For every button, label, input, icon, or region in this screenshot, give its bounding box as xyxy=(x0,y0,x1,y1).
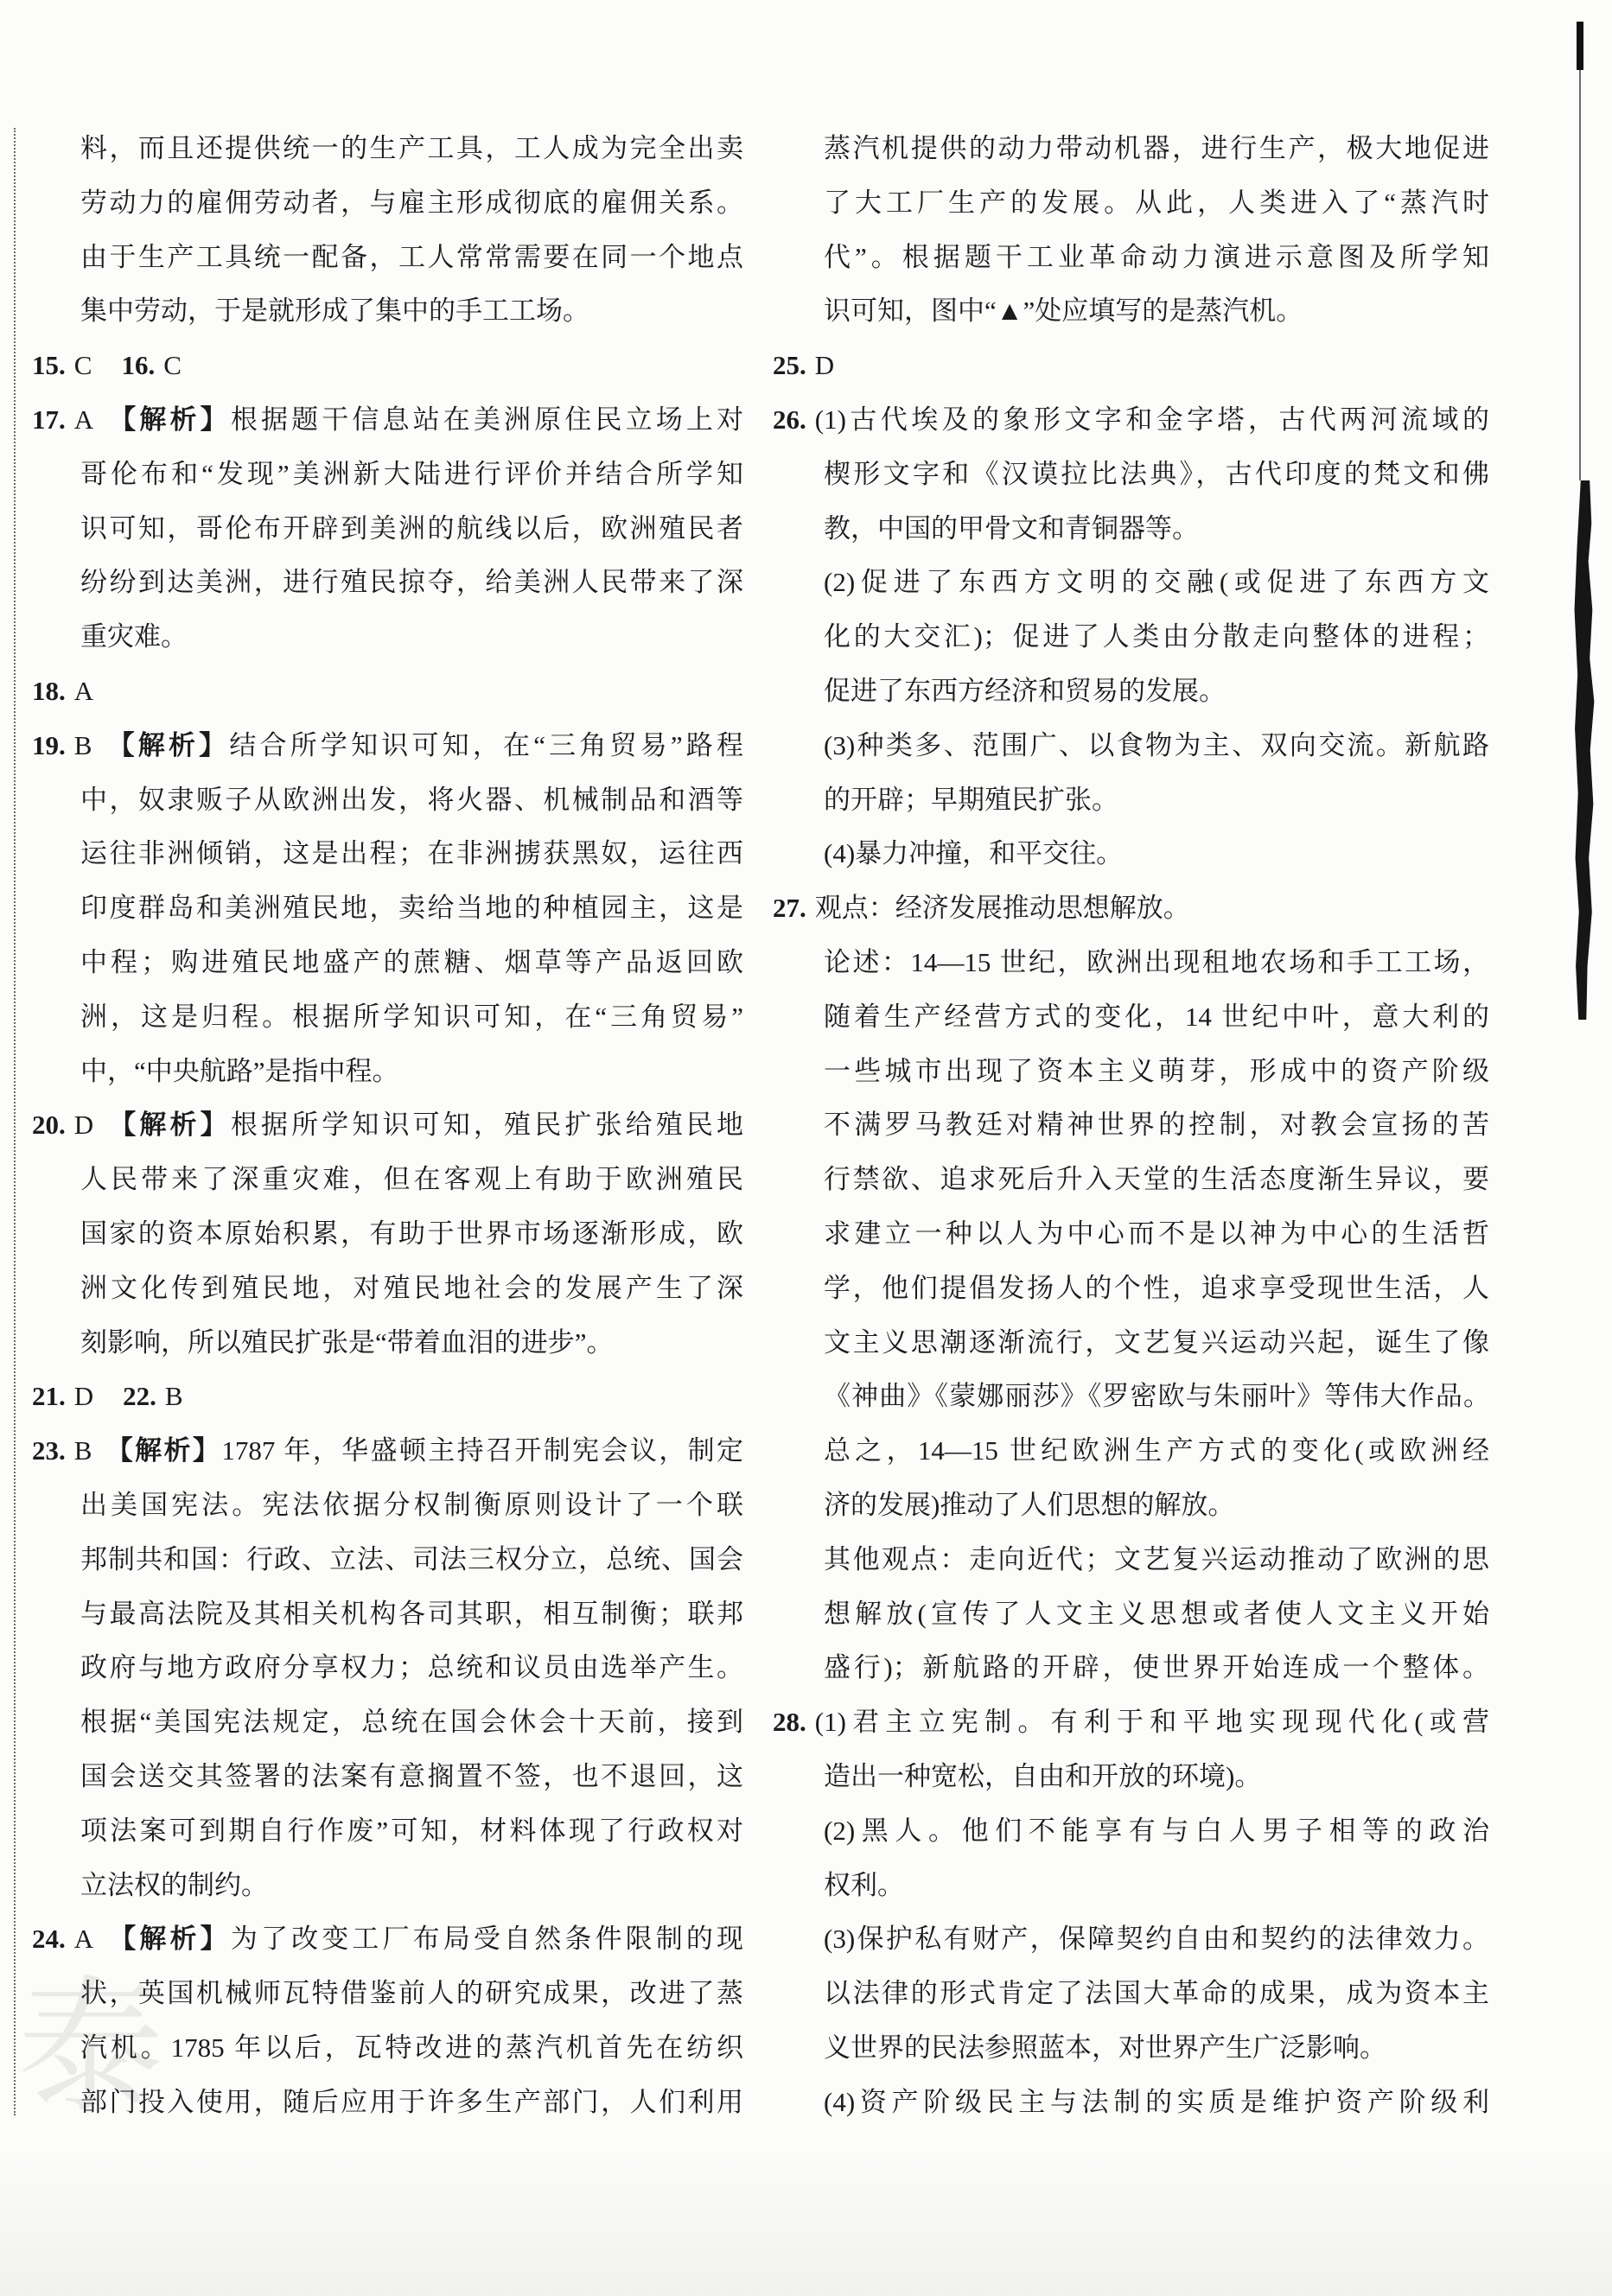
answer-text: (1)君主立宪制。有利于和平地实现现代化(或营 xyxy=(814,1707,1489,1738)
text-line: 想解放(宣传了人文主义思想或者使人文主义开始 xyxy=(824,1598,1489,1629)
analysis-text: 根据题干信息站在美洲原住民立场上对 xyxy=(230,404,744,435)
text-line: 求建立一种以人为中心而不是以神为中心的生活哲 xyxy=(824,1218,1489,1249)
text-line: 部门投入使用，随后应用于许多生产部门，人们利用 xyxy=(80,2086,743,2117)
text-line: 随着生产经营方式的变化，14 世纪中叶，意大利的 xyxy=(824,1001,1489,1032)
answer-text: (1)古代埃及的象形文字和金字塔，古代两河流域的 xyxy=(814,404,1489,435)
text-line: 中，奴隶贩子从欧洲出发，将火器、机械制品和酒等 xyxy=(80,784,743,815)
text-line: (2)黑人。他们不能享有与白人男子相等的政治 xyxy=(824,1815,1489,1846)
analysis-text: 结合所学知识可知，在“三角贸易”路程 xyxy=(229,729,743,760)
text-line: 化的大交汇)；促进了人类由分散走向整体的进程； xyxy=(824,621,1489,652)
text-line: 中，“中央航路”是指中程。 xyxy=(80,1055,399,1086)
question-number: 15. xyxy=(32,350,66,381)
text-line: 状，英国机械师瓦特借鉴前人的研究成果，改进了蒸 xyxy=(80,1978,743,2009)
answer-row xyxy=(773,339,1489,393)
answer-text: 观点：经济发展推动思想解放。 xyxy=(814,893,1190,924)
question-item xyxy=(773,393,1489,448)
text-line: 其他观点：走向近代；文艺复兴运动推动了欧洲的思 xyxy=(824,1543,1489,1574)
question-number: 22. xyxy=(123,1381,156,1412)
text-line: 识可知，哥伦布开辟到美洲的航线以后，欧洲殖民者 xyxy=(80,512,743,544)
analysis-text: 根据所学知识可知，殖民扩张给殖民地 xyxy=(230,1110,744,1141)
text-line: 不满罗马教廷对精神世界的控制，对教会宣扬的苦 xyxy=(824,1110,1489,1141)
answer-choice: B xyxy=(164,1381,183,1412)
answer-choice: D xyxy=(73,1110,94,1141)
text-line: 与最高法院及其相关机构各司其职，相互制衡；联邦 xyxy=(80,1598,743,1629)
answer-row xyxy=(32,665,743,719)
question-number: 21. xyxy=(32,1381,66,1412)
analysis-label: 【解析】 xyxy=(104,729,230,760)
text-line: 文主义思潮逐渐流行，文艺复兴运动兴起，诞生了像 xyxy=(824,1326,1489,1358)
text-line: 的开辟；早期殖民扩张。 xyxy=(824,784,1118,815)
text-line: 邦制共和国：行政、立法、司法三权分立，总统、国会 xyxy=(80,1543,743,1574)
text-line: 根据“美国宪法规定，总统在国会休会十天前，接到 xyxy=(80,1707,743,1738)
analysis-text: 为了改变工厂布局受自然条件限制的现 xyxy=(230,1924,744,1955)
question-number: 27. xyxy=(773,893,806,924)
question-number: 23. xyxy=(32,1435,66,1466)
question-item xyxy=(32,719,743,773)
text-line: (2)促进了东西方文明的交融(或促进了东西方文 xyxy=(824,567,1489,598)
text-line: 国家的资本原始积累，有助于世界市场逐渐形成，欧 xyxy=(80,1218,743,1249)
text-line: 人民带来了深重灾难，但在客观上有助于欧洲殖民 xyxy=(80,1164,743,1195)
question-number: 20. xyxy=(32,1110,66,1141)
answer-choice: D xyxy=(73,1381,94,1412)
question-number: 19. xyxy=(32,729,66,760)
text-line: 一些城市出现了资本主义萌芽，形成中的资产阶级 xyxy=(824,1055,1489,1086)
question-item xyxy=(32,393,743,448)
text-line: 运往非洲倾销，这是出程；在非洲掳获黑奴，运往西 xyxy=(80,838,743,869)
text-line: 刻影响，所以殖民扩张是“带着血泪的进步”。 xyxy=(80,1326,614,1358)
answer-row xyxy=(32,1370,743,1424)
text-line: 了大工厂生产的发展。从此，人类进入了“蒸汽时 xyxy=(824,187,1489,218)
answer-choice: B xyxy=(73,1435,92,1466)
text-line: 哥伦布和“发现”美洲新大陆进行评价并结合所学知 xyxy=(80,458,743,489)
text-line: 蒸汽机提供的动力带动机器，进行生产，极大地促进 xyxy=(824,133,1489,163)
text-line: 促进了东西方经济和贸易的发展。 xyxy=(824,675,1226,706)
text-line: 代”。根据题干工业革命动力演进示意图及所学知 xyxy=(824,241,1489,272)
left-column xyxy=(32,122,743,2129)
text-line: 教，中国的甲骨文和青铜器等。 xyxy=(824,512,1199,544)
scan-edge-line xyxy=(1579,70,1581,480)
text-line: 由于生产工具统一配备，工人常常需要在同一个地点 xyxy=(80,241,743,272)
text-line: 料，而且还提供统一的生产工具，工人成为完全出卖 xyxy=(80,133,743,163)
page-bottom-shade xyxy=(0,2143,1612,2296)
text-line: 洲文化传到殖民地，对殖民地社会的发展产生了深 xyxy=(80,1272,743,1303)
answer-choice: A xyxy=(73,1924,94,1955)
binding-dotted-line xyxy=(14,128,16,2115)
answer-choice: A xyxy=(73,404,94,435)
text-line: 楔形文字和《汉谟拉比法典》，古代印度的梵文和佛 xyxy=(824,458,1489,489)
text-line: (4)暴力冲撞，和平交往。 xyxy=(824,838,1124,869)
scan-edge-shadow xyxy=(1574,480,1596,1020)
text-line: 论述：14—15 世纪，欧洲出现租地农场和手工工场， xyxy=(824,946,1489,977)
text-line: 《神曲》《蒙娜丽莎》《罗密欧与朱丽叶》等伟大作品。 xyxy=(824,1381,1489,1412)
text-line: 总之，14—15 世纪欧洲生产方式的变化(或欧洲经 xyxy=(824,1435,1489,1466)
text-line: 重灾难。 xyxy=(80,621,188,652)
question-number: 18. xyxy=(32,675,66,706)
text-line: (3)保护私有财产，保障契约自由和契约的法律效力。 xyxy=(824,1924,1489,1955)
text-line: 识可知，图中“▲”处应填写的是蒸汽机。 xyxy=(824,296,1303,327)
question-number: 16. xyxy=(121,350,156,381)
text-line: 国会送交其签署的法案有意搁置不签，也不退回，这 xyxy=(80,1760,743,1791)
question-item xyxy=(773,881,1489,936)
text-line: 集中劳动，于是就形成了集中的手工工场。 xyxy=(80,296,589,327)
answer-choice: C xyxy=(73,350,92,381)
right-column xyxy=(773,122,1489,2129)
text-line: (3)种类多、范围广、以食物为主、双向交流。新航路 xyxy=(824,729,1489,760)
text-line: 汽机。1785 年以后，瓦特改进的蒸汽机首先在纺织 xyxy=(80,2032,743,2063)
scan-edge-mark xyxy=(1577,22,1583,70)
text-line: 纷纷到达美洲，进行殖民掠夺，给美洲人民带来了深 xyxy=(80,567,743,598)
question-number: 28. xyxy=(773,1707,806,1738)
analysis-label: 【解析】 xyxy=(104,1435,222,1466)
analysis-label: 【解析】 xyxy=(105,404,231,435)
text-line: 盛行)；新航路的开辟，使世界开始连成一个整体。 xyxy=(824,1652,1489,1683)
question-item xyxy=(773,1695,1489,1750)
question-item xyxy=(32,1424,743,1479)
answer-choice: C xyxy=(163,350,182,381)
question-number: 17. xyxy=(32,404,66,435)
analysis-label: 【解析】 xyxy=(105,1110,231,1141)
question-item xyxy=(32,1098,743,1153)
answer-row xyxy=(32,339,743,393)
text-line: 中程；购进殖民地盛产的蔗糖、烟草等产品返回欧 xyxy=(80,946,743,977)
publisher-watermark: 泰 xyxy=(17,1962,165,2134)
analysis-label: 【解析】 xyxy=(105,1924,231,1955)
text-line: 出美国宪法。宪法依据分权制衡原则设计了一个联 xyxy=(80,1489,743,1520)
question-number: 25. xyxy=(773,350,806,381)
question-number: 26. xyxy=(773,404,806,435)
text-line: (4)资产阶级民主与法制的实质是维护资产阶级利 xyxy=(824,2086,1489,2117)
text-line: 印度群岛和美洲殖民地，卖给当地的种植园主，这是 xyxy=(80,893,743,924)
text-line: 济的发展)推动了人们思想的解放。 xyxy=(824,1489,1235,1520)
question-number: 24. xyxy=(32,1924,66,1955)
analysis-text: 1787 年，华盛顿主持召开制宪会议，制定 xyxy=(221,1435,744,1466)
text-line: 以法律的形式肯定了法国大革命的成果，成为资本主 xyxy=(824,1978,1489,2009)
text-line: 洲，这是归程。根据所学知识可知，在“三角贸易” xyxy=(80,1001,743,1032)
answer-choice: A xyxy=(73,675,94,706)
text-line: 政府与地方政府分享权力；总统和议员由选举产生。 xyxy=(80,1652,743,1683)
text-line: 义世界的民法参照蓝本，对世界产生广泛影响。 xyxy=(824,2032,1386,2063)
text-line: 造出一种宽松，自由和开放的环境)。 xyxy=(824,1760,1262,1791)
text-line: 权利。 xyxy=(824,1869,904,1900)
question-item xyxy=(32,1912,743,1967)
text-line: 劳动力的雇佣劳动者，与雇主形成彻底的雇佣关系。 xyxy=(80,187,743,218)
text-line: 立法权的制约。 xyxy=(80,1869,268,1900)
text-line: 行禁欲、追求死后升入天堂的生活态度渐生异议，要 xyxy=(824,1164,1489,1195)
answer-choice: B xyxy=(73,729,92,760)
text-line: 学，他们提倡发扬人的个性，追求享受现世生活，人 xyxy=(824,1272,1489,1303)
answer-choice: D xyxy=(814,350,835,381)
text-line: 项法案可到期自行作废”可知，材料体现了行政权对 xyxy=(80,1815,743,1846)
